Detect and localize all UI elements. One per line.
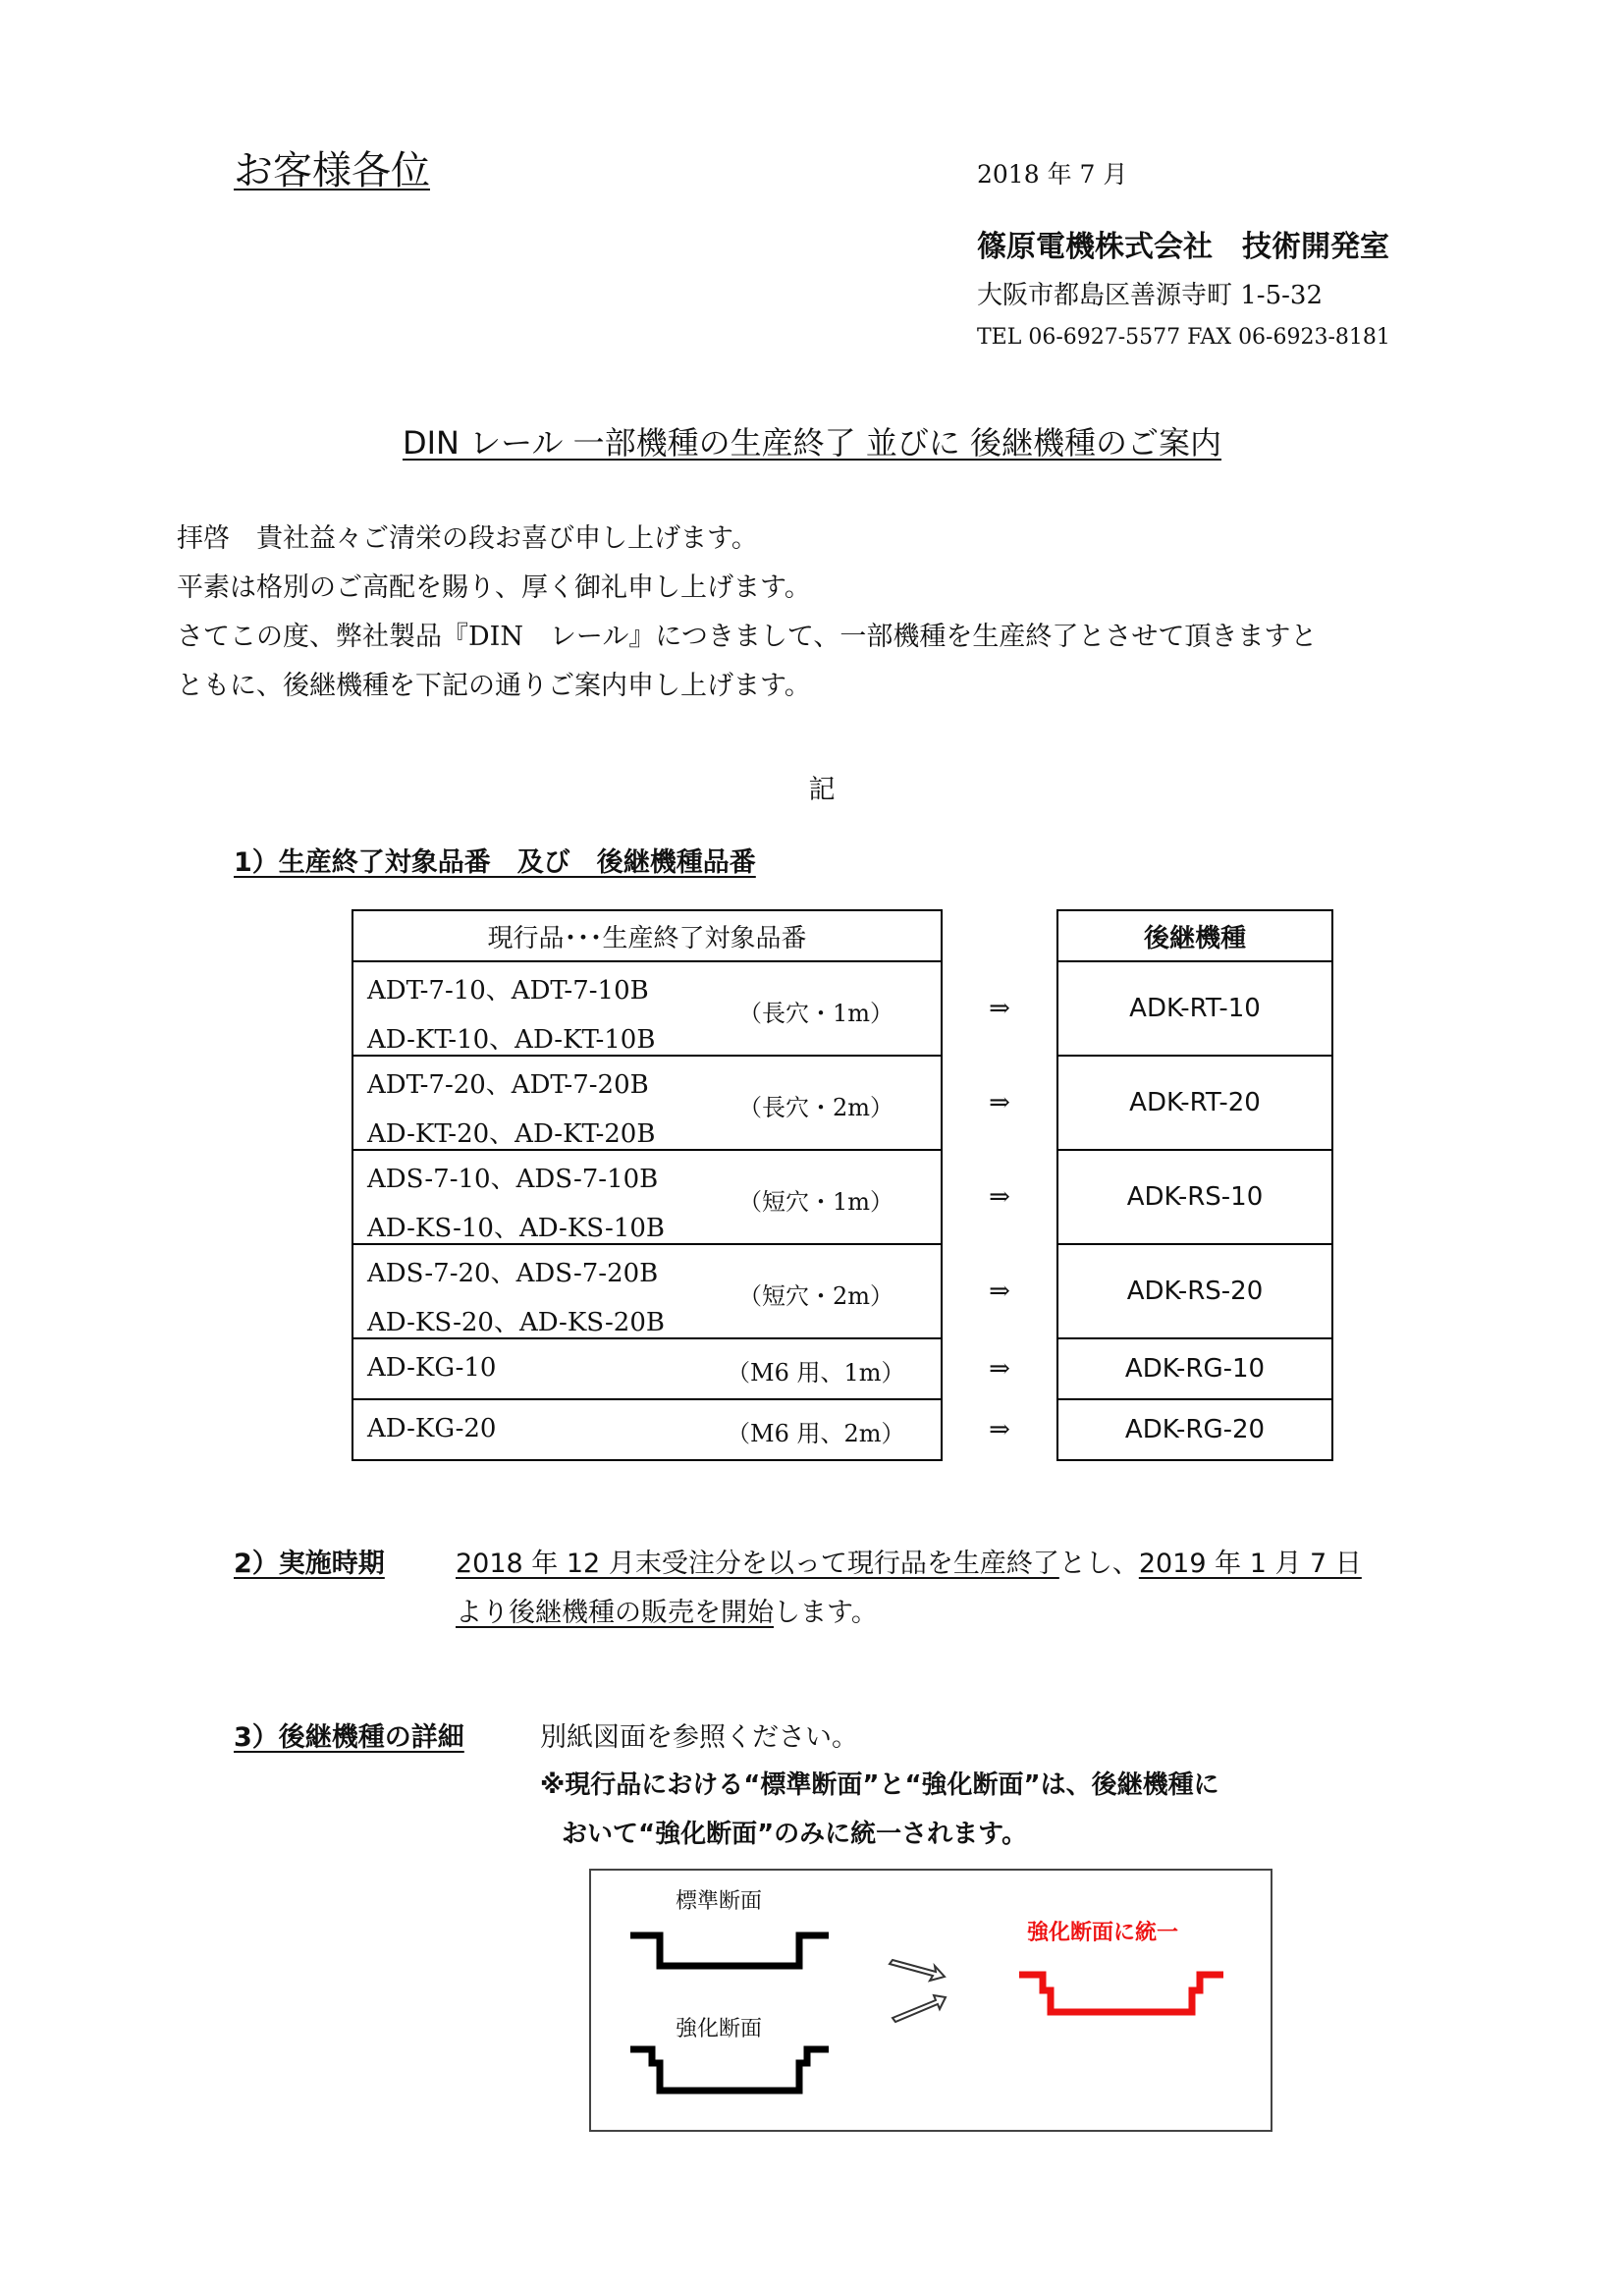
unified-profile-shape xyxy=(1019,1975,1223,2012)
arrow-icon: ⇒ xyxy=(989,1182,1010,1212)
label-reinforced-section: 強化断面 xyxy=(676,2017,763,2041)
row-note: （長穴・2m） xyxy=(738,1094,894,1121)
document-title xyxy=(0,418,1624,463)
row-note: （短穴・1m） xyxy=(738,1188,894,1216)
table-row xyxy=(352,1399,1332,1460)
current-line1: ADS-7-20、ADS-7-20B xyxy=(367,1259,659,1288)
current-line1: ADT-7-20、ADT-7-20B xyxy=(367,1070,649,1100)
successor-cell: ADK-RT-20 xyxy=(1057,1056,1332,1150)
arrow-down-right-icon xyxy=(890,1960,945,1981)
table-row xyxy=(352,1338,1332,1399)
contact-phone-fax: TEL 06-6927-5577 FAX 06-6923-8181 xyxy=(977,325,1390,350)
row-note: （短穴・2m） xyxy=(738,1282,894,1310)
current-line2: AD-KS-10、AD-KS-10B xyxy=(367,1214,665,1243)
arrow-icon: ⇒ xyxy=(989,1354,1010,1384)
label-unified-section: 強化断面に統一 xyxy=(1027,1921,1179,1945)
reinforced-profile-shape xyxy=(630,2049,829,2091)
standard-profile-shape xyxy=(630,1935,829,1966)
current-cell xyxy=(352,1056,942,1150)
successor-cell: ADK-RG-10 xyxy=(1057,1338,1332,1399)
section3-note-line1: ※現行品における“標準断面”と“強化断面”は、後継機種に xyxy=(540,1770,1219,1800)
header-spacer xyxy=(942,910,1057,961)
header-successor: 後継機種 xyxy=(1057,910,1332,961)
arrow-up-right-icon xyxy=(893,1995,946,2022)
diagram-shapes xyxy=(591,1871,1271,2130)
section2-line1 xyxy=(456,1542,1362,1580)
current-cell xyxy=(352,1244,942,1338)
current-cell xyxy=(352,1150,942,1244)
body-line-3: さてこの度、弊社製品『DIN レール』につきまして、一部機種を生産終了とさせて頂きますと xyxy=(177,622,1318,652)
section2-line1-underlined: 2018 年 12 月末受注分を以って現行品を生産終了 xyxy=(456,1549,1059,1579)
successor-cell: ADK-RS-20 xyxy=(1057,1244,1332,1338)
current-line2: AD-KT-10、AD-KT-10B xyxy=(367,1025,656,1055)
row-note: （長穴・1m） xyxy=(738,1000,894,1027)
label-standard-section: 標準断面 xyxy=(676,1889,763,1914)
issue-date: 2018 年 7 月 xyxy=(977,160,1128,189)
document-title-text: DIN レール 一部機種の生産終了 並びに 後継機種のご案内 xyxy=(402,424,1222,462)
cross-section-diagram xyxy=(589,1869,1272,2132)
table-row xyxy=(352,961,1332,1056)
section2-line2-plain: します。 xyxy=(774,1598,878,1628)
body-line-1: 拝啓 貴社益々ご清栄の段お喜び申し上げます。 xyxy=(177,523,758,554)
current-cell xyxy=(352,961,942,1056)
section2-line2 xyxy=(456,1591,878,1629)
arrow-icon: ⇒ xyxy=(989,1088,1010,1117)
ki-marker: 記 xyxy=(808,775,836,805)
arrow-icon: ⇒ xyxy=(989,1277,1010,1306)
current-line1: AD-KG-10 xyxy=(367,1353,497,1383)
table-row xyxy=(352,1244,1332,1338)
header-current-products: 現行品･･･生産終了対象品番 xyxy=(352,910,942,961)
section2-heading: 2）実施時期 xyxy=(234,1549,385,1579)
product-table xyxy=(352,909,1333,1461)
table-row xyxy=(352,1056,1332,1150)
successor-cell: ADK-RT-10 xyxy=(1057,961,1332,1056)
body-line-2: 平素は格別のご高配を賜り、厚く御礼申し上げます。 xyxy=(177,572,811,603)
section3-text: 別紙図面を参照ください。 xyxy=(540,1722,858,1753)
current-cell xyxy=(352,1399,942,1460)
section3-heading: 3）後継機種の詳細 xyxy=(234,1722,464,1753)
table-row xyxy=(352,1150,1332,1244)
successor-cell: ADK-RG-20 xyxy=(1057,1399,1332,1460)
current-line1: ADS-7-10、ADS-7-10B xyxy=(367,1165,659,1194)
arrow-icon: ⇒ xyxy=(989,994,1010,1023)
row-note: （M6 用、1m） xyxy=(727,1359,905,1387)
section2-line2-underlined: より後継機種の販売を開始 xyxy=(456,1598,774,1628)
section2-line1-plain: とし、 xyxy=(1058,1549,1139,1579)
company-address: 大阪市都島区善源寺町 1-5-32 xyxy=(977,281,1324,310)
company-name: 篠原電機株式会社 技術開発室 xyxy=(977,230,1389,264)
section2-line1-tail: 2019 年 1 月 7 日 xyxy=(1138,1549,1362,1579)
addressee: お客様各位 xyxy=(234,148,430,193)
current-line1: AD-KG-20 xyxy=(367,1414,497,1443)
current-cell xyxy=(352,1338,942,1399)
current-line2: AD-KT-20、AD-KT-20B xyxy=(367,1119,656,1149)
successor-cell: ADK-RS-10 xyxy=(1057,1150,1332,1244)
row-note: （M6 用、2m） xyxy=(727,1420,905,1447)
section3-note-line2: おいて“強化断面”のみに統一されます。 xyxy=(562,1820,1028,1849)
current-line1: ADT-7-10、ADT-7-10B xyxy=(367,976,649,1006)
table-header-row xyxy=(352,910,1332,961)
body-line-4: ともに、後継機種を下記の通りご案内申し上げます。 xyxy=(177,671,811,701)
section1-heading: 1）生産終了対象品番 及び 後継機種品番 xyxy=(234,847,756,878)
arrow-icon: ⇒ xyxy=(989,1415,1010,1444)
current-line2: AD-KS-20、AD-KS-20B xyxy=(367,1308,665,1337)
